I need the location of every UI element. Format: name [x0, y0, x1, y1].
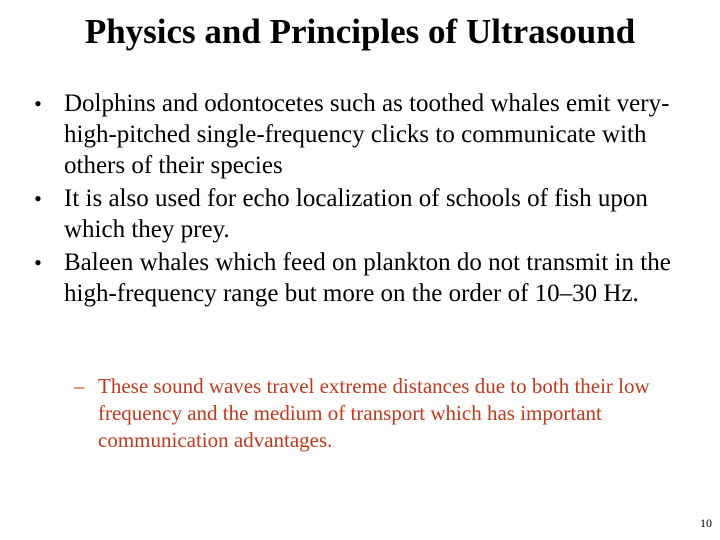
bullet-text: It is also used for echo localization of schools of fish upon which they prey. [64, 185, 648, 243]
sub-bullet-list [74, 373, 688, 454]
bullet-icon: • [34, 91, 42, 116]
dash-icon: – [74, 374, 85, 398]
slide-title: Physics and Principles of Ultrasound [84, 12, 636, 51]
bullet-item [28, 247, 688, 309]
bullet-item [28, 183, 688, 245]
bullet-list [28, 88, 688, 311]
page-number: 10 [700, 516, 712, 530]
bullet-icon: • [34, 250, 42, 275]
bullet-item [28, 88, 688, 181]
sub-bullet-text: These sound waves travel extreme distances due to both their low frequency and the medium of transport which has important communication advantages. [98, 374, 650, 452]
bullet-icon: • [34, 186, 42, 211]
sub-bullet-item [74, 373, 688, 454]
bullet-text: Baleen whales which feed on plankton do not transmit in the high-frequency range but more on the order of 10–30 Hz. [64, 249, 671, 307]
bullet-text: Dolphins and odontocetes such as toothed whales emit very-high-pitched single-frequency clicks to communicate with others of their species [64, 90, 670, 179]
